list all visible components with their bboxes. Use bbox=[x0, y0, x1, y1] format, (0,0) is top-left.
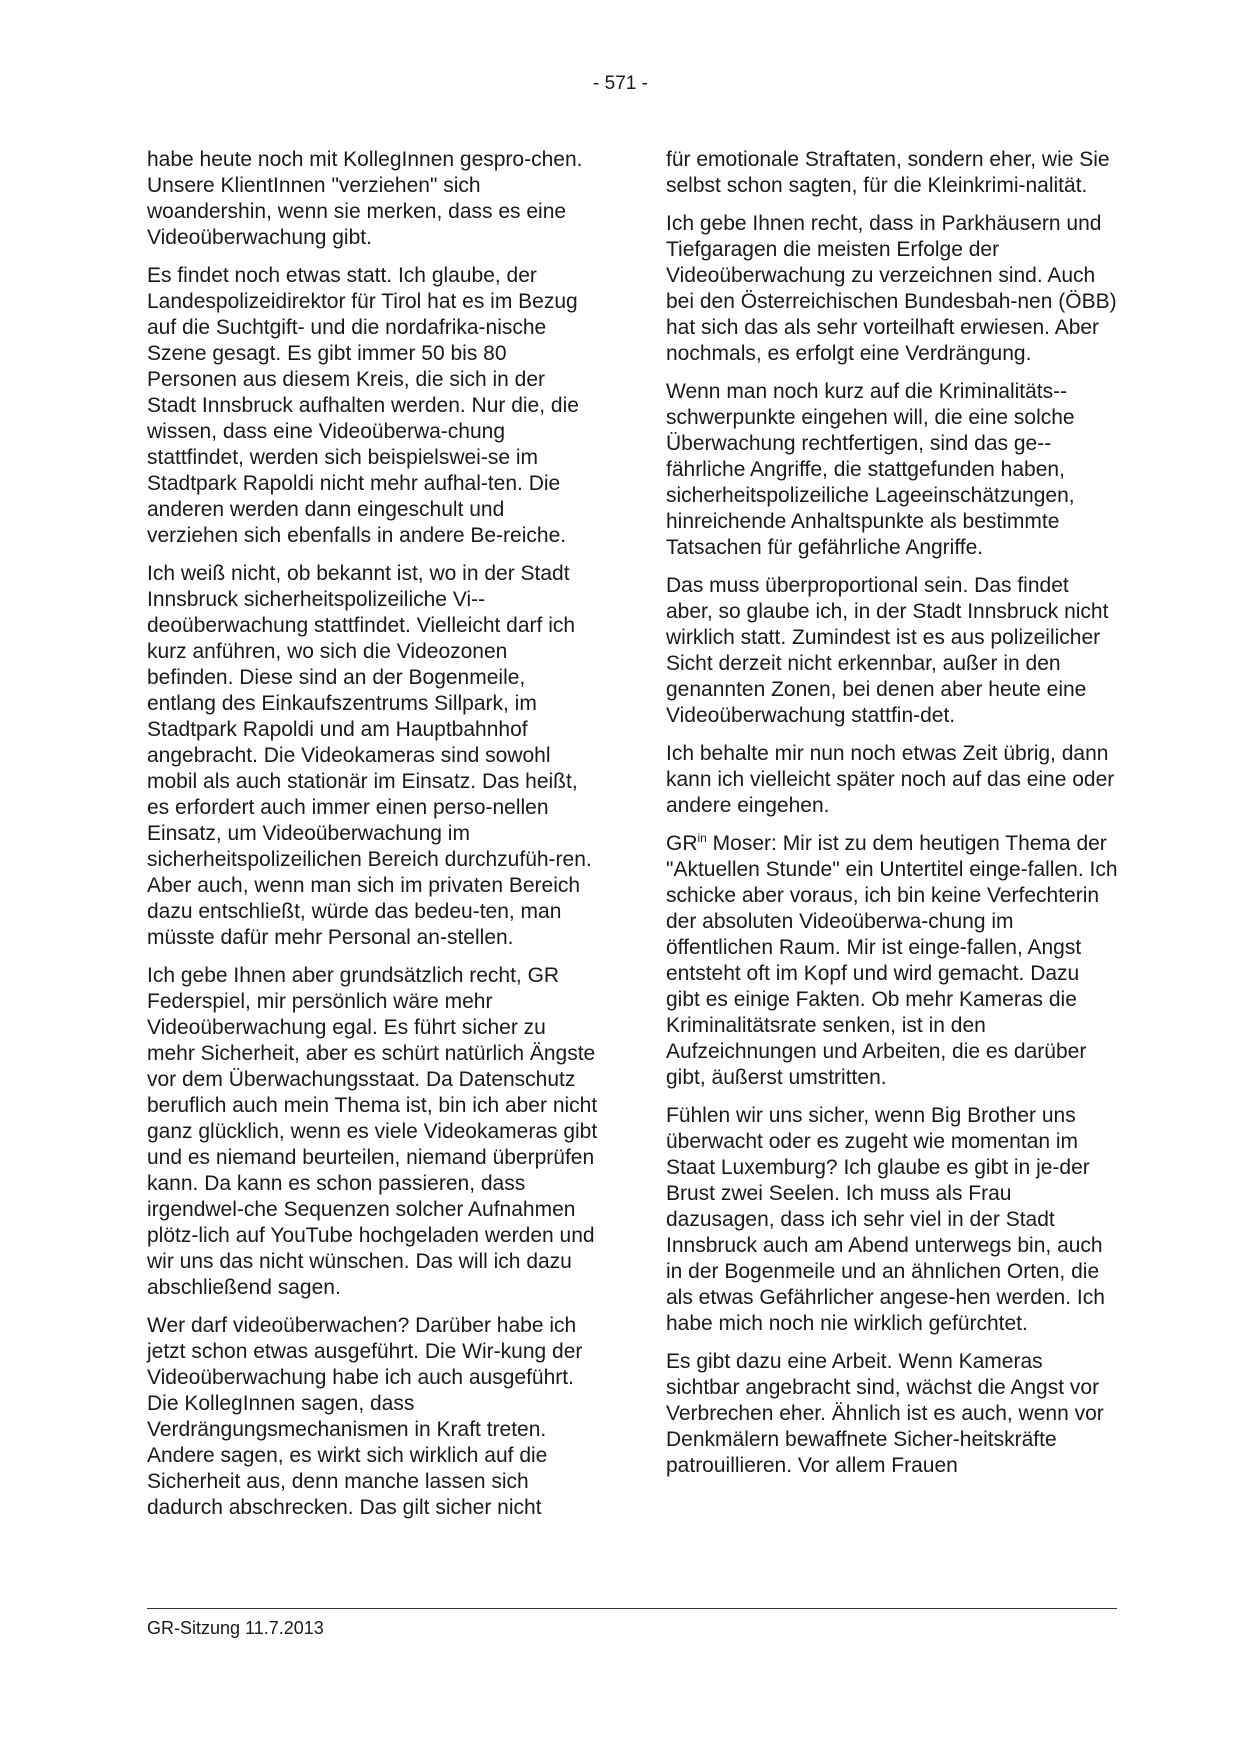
speaker-title-superscript: in bbox=[697, 831, 707, 845]
paragraph: Es gibt dazu eine Arbeit. Wenn Kameras sichtbar angebracht sind, wächst die Angst vor Verbrechen eher. Ähnlich ist es auch, wenn vor Denkmälern bewaffnete Sicher-heitskräfte patrouillieren. Vor allem Frauen bbox=[666, 1350, 1104, 1477]
speaker-text: Mir ist zu dem heutigen Thema der "Aktuellen Stunde" ein Untertitel einge-fallen. Ich schicke aber voraus, ich bin keine Verfechterin der absoluten Videoüberwa-chung im öffentlichen Raum. Mir ist einge-fallen, Angst entsteht oft im Kopf und wird gemacht. Dazu gibt es einige Fakten. Ob mehr Kameras die Kriminalitätsrate senken, ist in den Aufzeichnungen und Arbeiten, die es darüber gibt, äußerst umstritten. bbox=[666, 832, 1118, 1089]
paragraph: Ich weiß nicht, ob bekannt ist, wo in der Stadt Innsbruck sicherheitspolizeiliche Vi-deoüberwachung stattfindet. Vielleicht darf ich kurz anführen, wo sich die Videozonen befinden. Diese sind an der Bogenmeile, entlang des Einkaufszentrums Sillpark, im Stadtpark Rapoldi und am Hauptbahnhof angebracht. Die Videokameras sind sowohl mobil als auch stationär im Einsatz. Das heißt, es erfordert auch immer einen perso-nellen Einsatz, um Videoüberwachung im sicherheitspolizeilichen Bereich durchzufüh-ren. Aber auch, wenn man sich im privaten Bereich dazu entschließt, würde das bedeu-ten, man müsste dafür mehr Personal an-stellen. bbox=[147, 562, 592, 949]
page-number: - 571 - bbox=[593, 73, 648, 94]
footer-divider bbox=[147, 1608, 1117, 1609]
paragraph: Wenn man noch kurz auf die Kriminalitäts-schwerpunkte eingehen will, die eine solche Überwachung rechtfertigen, sind das ge-fährliche Angriffe, die stattgefunden haben, sicherheitspolizeiliche Lageeinschätzungen, hinreichende Anhaltspunkte als bestimmte Tatsachen für gefährliche Angriffe. bbox=[666, 380, 1075, 559]
paragraph: Fühlen wir uns sicher, wenn Big Brother uns überwacht oder es zugeht wie momentan im Staat Luxemburg? Ich glaube es gibt in je-der Brust zwei Seelen. Ich muss als Frau dazusagen, dass ich sehr viel in der Stadt Innsbruck auch am Abend unterwegs bin, auch in der Bogenmeile und an ähnlichen Orten, die als etwas Gefährlicher angese-hen werden. Ich habe mich noch nie wirklich gefürchtet. bbox=[666, 1104, 1105, 1335]
left-column bbox=[147, 147, 599, 1533]
speaker-name: Moser: bbox=[706, 832, 777, 855]
paragraph: habe heute noch mit KollegInnen gespro-chen. Unsere KlientInnen "verziehen" sich woandershin, wenn sie merken, dass es eine Videoüberwachung gibt. bbox=[147, 148, 583, 249]
footer-session-date: GR-Sitzung 11.7.2013 bbox=[147, 1618, 324, 1638]
paragraph: Ich gebe Ihnen recht, dass in Parkhäusern und Tiefgaragen die meisten Erfolge der Videoüberwachung zu verzeichnen sind. Auch bei den Österreichischen Bundesbah-nen (ÖBB) hat sich das als sehr vorteilhaft erwiesen. Aber nochmals, es erfolgt eine Verdrängung. bbox=[666, 212, 1117, 365]
paragraph: Ich gebe Ihnen aber grundsätzlich recht, GR Federspiel, mir persönlich wäre mehr Videoüberwachung egal. Es führt sicher zu mehr Sicherheit, aber es schürt natürlich Ängste vor dem Überwachungsstaat. Da Datenschutz beruflich auch mein Thema ist, bin ich aber nicht ganz glücklich, wenn es viele Videokameras gibt und es niemand beurteilen, niemand überprüfen kann. Da kann es schon passieren, dass irgendwel-che Sequenzen solcher Aufnahmen plötz-lich auf YouTube hochgeladen werden und wir uns das nicht wünschen. Das will ich dazu abschließend sagen. bbox=[147, 964, 598, 1299]
speaker-paragraph bbox=[666, 831, 1118, 1091]
paragraph: für emotionale Straftaten, sondern eher, wie Sie selbst schon sagten, für die Kleinkrimi-nalität. bbox=[666, 148, 1110, 197]
paragraph: Wer darf videoüberwachen? Darüber habe ich jetzt schon etwas ausgeführt. Die Wir-kung der Videoüberwachung habe ich auch ausgeführt. Die KollegInnen sagen, dass Verdrängungsmechanismen in Kraft treten. Andere sagen, es wirkt sich wirklich auf die Sicherheit aus, denn manche lassen sich dadurch abschrecken. Das gilt sicher nicht bbox=[147, 1314, 583, 1519]
paragraph: Es findet noch etwas statt. Ich glaube, der Landespolizeidirektor für Tirol hat es im Bezug auf die Suchtgift- und die nordafrika-nische Szene gesagt. Es gibt immer 50 bis 80 Personen aus diesem Kreis, die sich in der Stadt Innsbruck aufhalten werden. Nur die, die wissen, dass eine Videoüberwa-chung stattfindet, werden sich beispielswei-se im Stadtpark Rapoldi nicht mehr aufhal-ten. Die anderen werden dann eingeschult und verziehen sich ebenfalls in andere Be-reiche. bbox=[147, 264, 579, 547]
right-column bbox=[666, 147, 1118, 1491]
paragraph: Ich behalte mir nun noch etwas Zeit übrig, dann kann ich vielleicht später noch auf das eine oder andere eingehen. bbox=[666, 742, 1115, 817]
speaker-label bbox=[666, 832, 777, 855]
speaker-title: GR bbox=[666, 832, 698, 855]
paragraph: Das muss überproportional sein. Das findet aber, so glaube ich, in der Stadt Innsbruck nicht wirklich statt. Zumindest ist es aus polizeilicher Sicht derzeit nicht erkennbar, außer in den genannten Zonen, bei denen aber heute eine Videoüberwachung stattfin-det. bbox=[666, 574, 1109, 727]
